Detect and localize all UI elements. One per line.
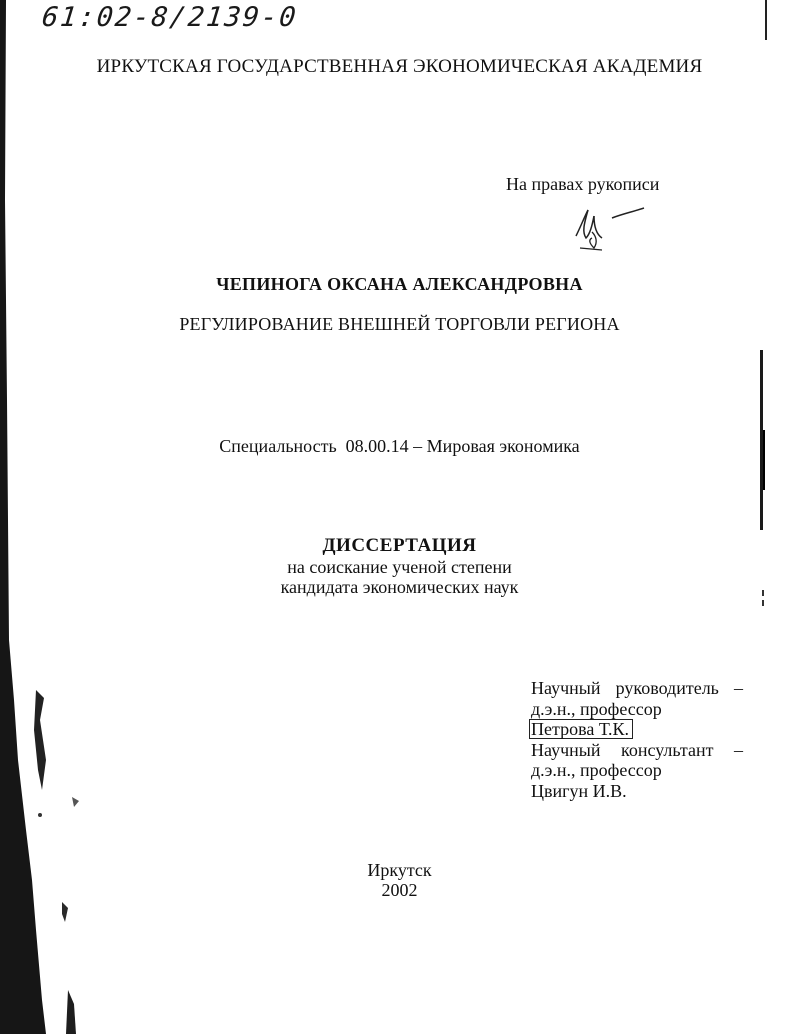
supervisor-name: Петрова Т.К. (529, 719, 633, 739)
degree-line-1: на соискание ученой степени (287, 557, 512, 577)
supervisor-role-word1: Научный (531, 678, 601, 698)
supervisor-name-line (531, 719, 743, 740)
archive-code: 61:02-8/2139-0 (40, 2, 300, 33)
consultant-role-word1: Научный (531, 739, 601, 760)
supervisor-role (531, 678, 743, 699)
consultant-degree: д.э.н., профессор (531, 760, 662, 780)
consultant-name: Цвигун И.В. (531, 780, 627, 801)
consultant-role-word2: консультант (620, 739, 714, 760)
specialty-line: Специальность 08.00.14 – Мировая экономика (219, 436, 580, 456)
degree-line-2: кандидата экономических наук (280, 577, 519, 597)
supervisor-role-word2: руководитель (615, 678, 719, 698)
supervisor-degree: д.э.н., профессор (531, 698, 662, 719)
year: 2002 (381, 880, 418, 900)
handwritten-signature (566, 198, 652, 252)
document-type: ДИССЕРТАЦИЯ (322, 535, 477, 556)
dissertation-title: РЕГУЛИРОВАНИЕ ВНЕШНЕЙ ТОРГОВЛИ РЕГИОНА (179, 314, 620, 334)
advisors-block (531, 678, 743, 801)
scan-left-speckles (60, 900, 80, 1034)
consultant-role (531, 740, 743, 761)
manuscript-note: На правах рукописи (506, 174, 660, 194)
institution-name: ИРКУТСКАЯ ГОСУДАРСТВЕННАЯ ЭКОНОМИЧЕСКАЯ АКАДЕМИЯ (96, 56, 703, 77)
city: Иркутск (367, 860, 432, 880)
supervisor-dash: – (733, 678, 743, 698)
consultant-dash: – (733, 739, 743, 760)
scan-speck (70, 795, 82, 809)
author-name: ЧЕПИНОГА ОКСАНА АЛЕКСАНДРОВНА (216, 274, 583, 294)
